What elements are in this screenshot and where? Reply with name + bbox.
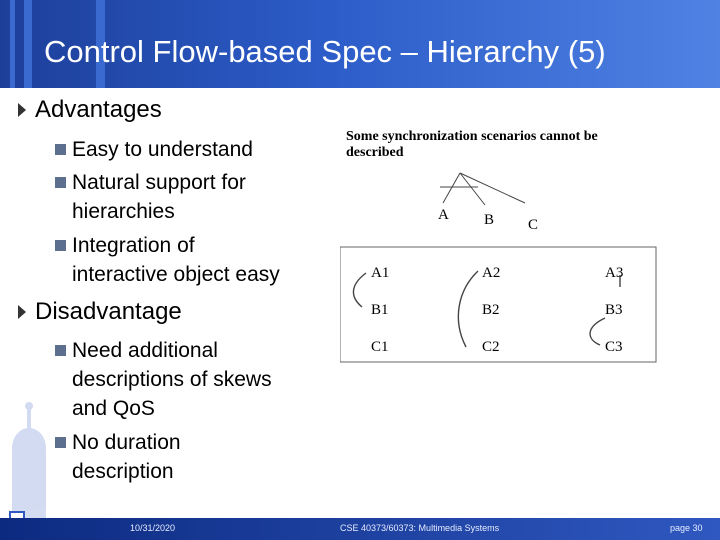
- grid-label: B2: [482, 302, 500, 318]
- arrow-b3-c3: [590, 318, 605, 345]
- sync-scenario-figure: [340, 125, 658, 365]
- grid-label: A2: [482, 265, 501, 281]
- arrow-a1-b1: [353, 273, 366, 307]
- grid-label: A1: [371, 265, 390, 281]
- list-item-text: descriptions of skews: [72, 368, 272, 391]
- bullet-square-icon: [55, 240, 66, 251]
- list-item: [55, 168, 246, 226]
- grid-label: A3: [605, 265, 624, 281]
- list-item-text: No duration: [72, 431, 181, 454]
- list-item-text: Easy to understand: [72, 138, 253, 161]
- section-heading-disadvantage: [18, 298, 182, 326]
- tree-label: B: [484, 212, 495, 228]
- figure-caption: Some synchronization scenarios cannot be described: [346, 129, 598, 160]
- grid-label: B1: [371, 302, 389, 318]
- bullet-square-icon: [55, 177, 66, 188]
- bullet-square-icon: [55, 144, 66, 155]
- grid-label: C1: [371, 339, 389, 355]
- grid-label: C2: [482, 339, 500, 355]
- bullet-arrow-icon: [18, 103, 26, 117]
- section-heading-text: Disadvantage: [35, 298, 182, 325]
- list-item-text: Need additional: [72, 339, 218, 362]
- list-item-text: interactive object easy: [72, 263, 280, 286]
- tree-label: C: [528, 217, 539, 233]
- footer-date: 10/31/2020: [130, 523, 176, 533]
- tree-lines: [440, 173, 525, 205]
- arrow-a2-c2: [458, 271, 478, 347]
- university-dome-logo: [0, 390, 58, 530]
- bullet-square-icon: [55, 345, 66, 356]
- footer-bar: [0, 518, 720, 540]
- section-heading-text: Advantages: [35, 96, 162, 123]
- grid-label: B3: [605, 302, 623, 318]
- list-item-text: Natural support for: [72, 171, 246, 194]
- footer-course: CSE 40373/60373: Multimedia Systems: [340, 523, 500, 533]
- list-item-text: and QoS: [72, 397, 155, 420]
- list-item-text: hierarchies: [72, 200, 175, 223]
- list-item-text: description: [72, 460, 174, 483]
- list-item: [55, 336, 272, 423]
- list-item-text: Integration of: [72, 234, 195, 257]
- section-heading-advantages: [18, 96, 162, 124]
- slide-title: Control Flow-based Spec – Hierarchy (5): [44, 34, 606, 69]
- figure-drawing: [340, 125, 658, 365]
- tree-label: A: [438, 207, 449, 223]
- bullet-arrow-icon: [18, 305, 26, 319]
- footer-page: page 30: [670, 523, 703, 533]
- grid-label: C3: [605, 339, 623, 355]
- list-item: [55, 428, 181, 486]
- list-item: [55, 135, 253, 164]
- list-item: [55, 231, 280, 289]
